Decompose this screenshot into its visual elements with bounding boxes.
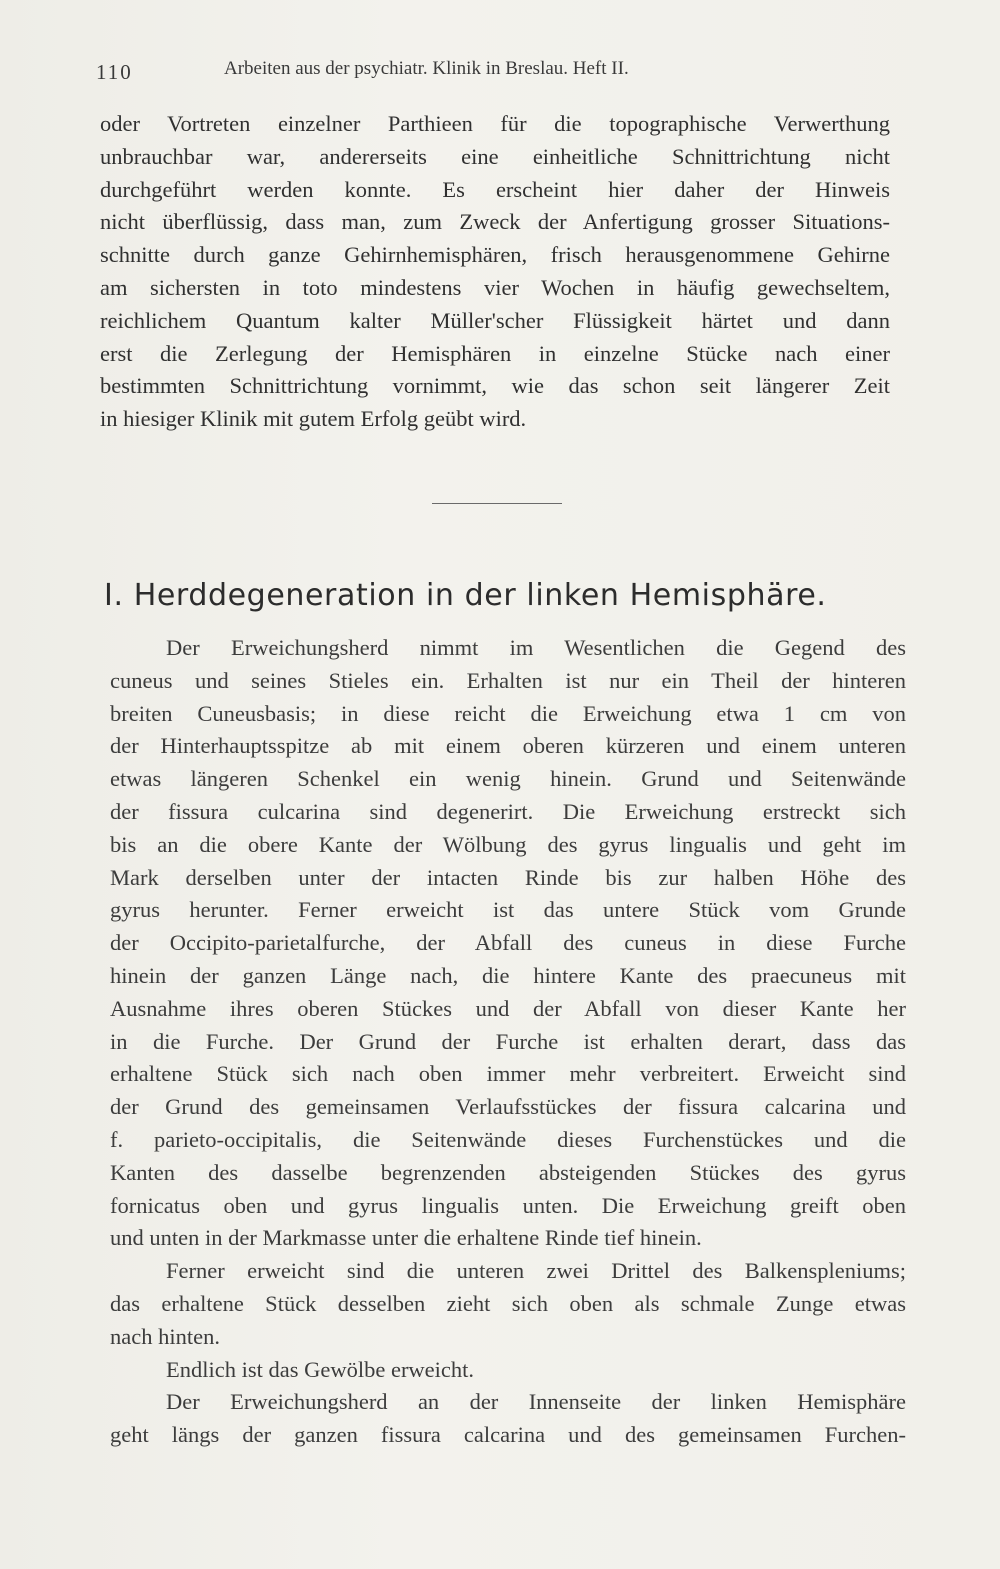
- text-line: f. parieto-occipitalis, die Seitenwände dieses Furchenstückes und die: [110, 1126, 906, 1152]
- text-line: fornicatus oben und gyrus lingualis unten. Die Erweichung greift oben: [110, 1192, 906, 1218]
- text-line: bis an die obere Kante der Wölbung des gyrus lingualis und geht im: [110, 831, 906, 857]
- text-line: durchgeführt werden konnte. Es erscheint hier daher der Hinweis: [100, 176, 890, 202]
- text-line: das erhaltene Stück desselben zieht sich oben als schmale Zunge etwas: [110, 1290, 906, 1316]
- text-line: Der Erweichungsherd nimmt im Wesentlichen die Gegend des: [166, 635, 906, 660]
- text-line: geht längs der ganzen fissura calcarina und des gemeinsamen Furchen-: [110, 1422, 906, 1448]
- page-number: 110: [96, 60, 133, 84]
- text-line: in hiesiger Klinik mit gutem Erfolg geübt wird.: [100, 406, 527, 432]
- text-line: bestimmten Schnittrichtung vornimmt, wie das schon seit längerer Zeit: [100, 373, 890, 399]
- text-line: schnitte durch ganze Gehirnhemisphären, frisch herausgenommene Gehirne: [100, 242, 890, 268]
- text-line: Ferner erweicht sind die unteren zwei Drittel des Balkenspleniums;: [166, 1258, 906, 1284]
- text-line: gyrus herunter. Ferner erweicht ist das untere Stück vom Grunde: [110, 897, 906, 923]
- text-line: oder Vortreten einzelner Parthieen für die topographische Verwerthung: [100, 111, 890, 136]
- running-head: Arbeiten aus der psychiatr. Klinik in Breslau. Heft II.: [224, 58, 629, 79]
- text-line: und unten in der Markmasse unter die erhaltene Rinde tief hinein.: [110, 1225, 702, 1251]
- text-line: erst die Zerlegung der Hemisphären in einzelne Stücke nach einer: [100, 340, 890, 366]
- section-heading: I. Herddegeneration in der linken Hemisphäre.: [104, 578, 827, 613]
- text-line: etwas längeren Schenkel ein wenig hinein. Grund und Seitenwände: [110, 766, 906, 792]
- text-line: breiten Cuneusbasis; in diese reicht die Erweichung etwa 1 cm von: [110, 700, 906, 726]
- section-body: [110, 632, 906, 1452]
- text-line: Ausnahme ihres oberen Stückes und der Abfall von dieser Kante her: [110, 995, 906, 1021]
- text-line: Der Erweichungsherd an der Innenseite der linken Hemisphäre: [166, 1389, 906, 1415]
- text-line: cuneus und seines Stieles ein. Erhalten ist nur ein Theil der hinteren: [110, 667, 906, 693]
- text-line: in die Furche. Der Grund der Furche ist erhalten derart, dass das: [110, 1028, 906, 1054]
- text-line: am sichersten in toto mindestens vier Wochen in häufig gewechseltem,: [100, 274, 890, 300]
- text-line: Endlich ist das Gewölbe erweicht.: [166, 1356, 475, 1382]
- text-line: nach hinten.: [110, 1323, 220, 1349]
- text-line: nicht überflüssig, dass man, zum Zweck der Anfertigung grosser Situations-: [100, 209, 890, 235]
- text-line: erhaltene Stück sich nach oben immer mehr verbreitert. Erweicht sind: [110, 1061, 906, 1087]
- page-header: [96, 56, 756, 86]
- text-line: der Grund des gemeinsamen Verlaufsstückes der fissura calcarina und: [110, 1094, 906, 1120]
- section-divider: [432, 503, 562, 504]
- text-line: der Occipito-parietalfurche, der Abfall des cuneus in diese Furche: [110, 930, 906, 956]
- text-line: Mark derselben unter der intacten Rinde bis zur halben Höhe des: [110, 864, 906, 890]
- text-line: der Hinterhauptsspitze ab mit einem oberen kürzeren und einem unteren: [110, 733, 906, 759]
- intro-paragraph: [100, 108, 890, 436]
- text-line: Kanten des dasselbe begrenzenden absteigenden Stückes des gyrus: [110, 1159, 906, 1185]
- text-line: unbrauchbar war, andererseits eine einheitliche Schnittrichtung nicht: [100, 143, 890, 169]
- text-line: der fissura culcarina sind degenerirt. Die Erweichung erstreckt sich: [110, 798, 906, 824]
- text-line: reichlichem Quantum kalter Müller'scher Flüssigkeit härtet und dann: [100, 307, 890, 333]
- text-line: hinein der ganzen Länge nach, die hintere Kante des praecuneus mit: [110, 962, 906, 988]
